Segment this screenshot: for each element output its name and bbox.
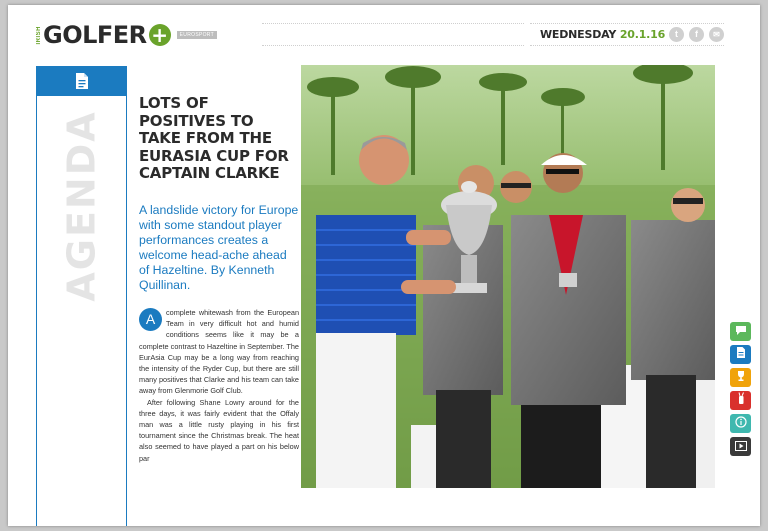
document-icon [75,72,89,90]
email-glyph: ✉ [713,30,720,39]
golf-bag-icon [736,392,746,410]
article-paragraph-1 [139,307,299,397]
email-icon[interactable] [709,27,724,42]
tool-document[interactable] [730,345,751,364]
section-tab[interactable] [37,66,126,96]
edition-tag: EUROSPORT [177,31,217,39]
twitter-glyph: t [675,29,678,39]
header-divider-top [262,23,524,24]
chat-icon [735,323,747,341]
tool-trophy[interactable] [730,368,751,387]
section-label-text: AGENDA [59,110,104,302]
article-standfirst: A landslide victory for Europe with some standout player performances creates a welcome head-ache ahead of Hazeltine. By Kenneth Quillinan. [139,203,299,292]
article-paragraph-2: After following Shane Lowry around for the three days, it was fairly evident that the Offaly man was a little rusty playing in his first tournament since the Christmas break. The heat also seemed to have played a part on his below par [139,397,299,463]
article-body [139,307,299,464]
facebook-glyph: f [695,29,698,39]
document-icon [736,346,746,364]
facebook-icon[interactable] [689,27,704,42]
article-photo [301,65,715,488]
trophy-icon [735,369,747,387]
info-icon [735,415,747,433]
twitter-icon[interactable] [669,27,684,42]
date-divider-top [530,23,724,24]
date-divider-bottom [530,45,724,46]
header-divider-bottom [262,45,524,46]
tool-info[interactable] [730,414,751,433]
brand-plus-icon: + [149,24,171,46]
video-icon [735,438,747,456]
tool-video[interactable] [730,437,751,456]
tool-chat[interactable] [730,322,751,341]
brand-prefix: IRISH [36,25,42,45]
section-label [37,106,126,306]
issue-date-number: 20.1.16 [619,28,666,41]
masthead-logo[interactable] [36,21,217,49]
trophy-presentation-photo [301,65,715,488]
drop-cap: A [139,308,162,331]
section-sidebar [36,66,127,526]
issue-date [540,28,665,41]
article-headline: LOTS OF POSITIVES TO TAKE FROM THE EURASIA CUP FOR CAPTAIN CLARKE [139,94,289,182]
paragraph-1-text: complete whitewash from the European Team in very difficult hot and humid conditions seems like it may be a complete contrast to Hazeltine in September. The EurAsia Cup may be a long way from reaching the intensity of the Ryder Cup, but there are still many positives that Clarke and his team can take away from Glenmorie Golf Club. [139,308,299,396]
brand-name: GOLFER [43,21,147,49]
tool-golf-bag[interactable] [730,391,751,410]
issue-day: WEDNESDAY [540,28,617,41]
